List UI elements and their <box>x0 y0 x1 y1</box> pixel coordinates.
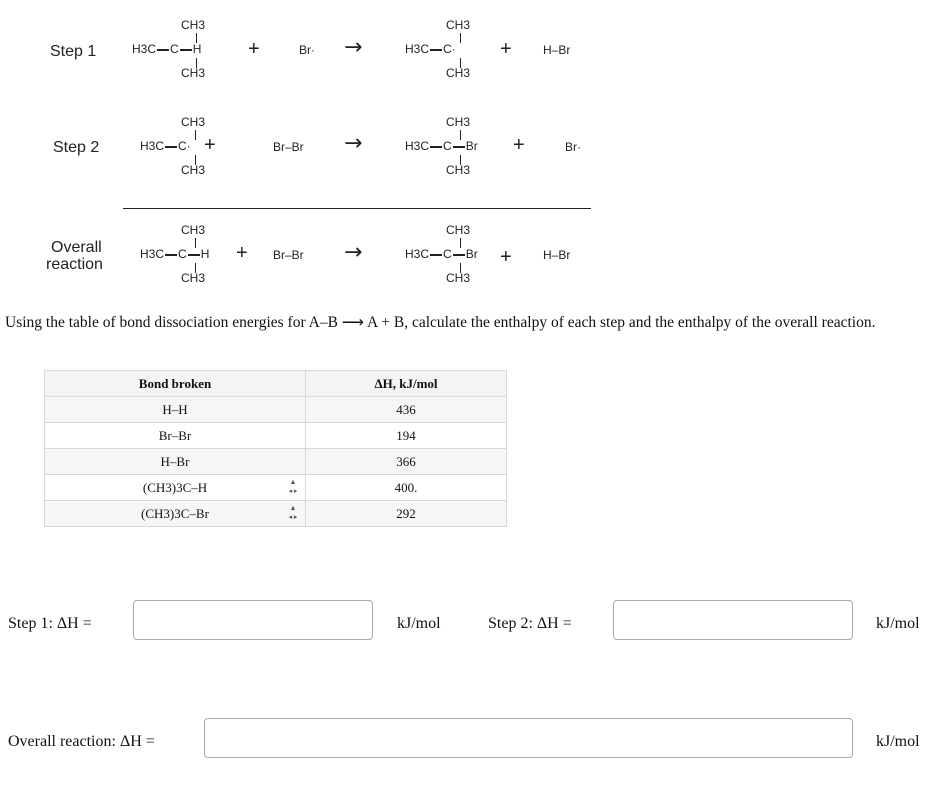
column-header-bond: Bond broken <box>45 371 306 397</box>
methyl-top: CH3 <box>446 115 471 129</box>
step1-dh-input[interactable] <box>133 600 373 640</box>
main-chain: H3C C Br <box>405 247 478 261</box>
step1-unit: kJ/mol <box>397 615 441 632</box>
step2-label: Step 2 <box>53 139 100 156</box>
dh-cell: 436 <box>306 397 507 423</box>
methyl-top: CH3 <box>181 223 206 237</box>
overall-dh-input[interactable] <box>204 718 853 758</box>
bond-energy-table <box>44 370 507 527</box>
table-row <box>45 423 507 449</box>
dh-cell: 400. <box>306 475 507 501</box>
step1-dh-label: Step 1: ΔH = <box>8 615 92 632</box>
plus-sign: + <box>204 134 216 156</box>
methyl-top: CH3 <box>446 18 471 32</box>
plus-sign: + <box>248 38 260 60</box>
column-header-dh: ΔH, kJ/mol <box>306 371 507 397</box>
bond-cell: (CH3)3C–Br <box>45 501 306 527</box>
table-row <box>45 397 507 423</box>
reaction-arrow: → <box>344 240 363 265</box>
main-chain: H3C C· <box>140 139 191 153</box>
hydrogen-bromide: H–Br <box>543 43 571 57</box>
methyl-bottom: CH3 <box>181 163 206 177</box>
bond-cell: H–H <box>45 397 306 423</box>
methyl-bottom: CH3 <box>446 163 471 177</box>
plus-sign: + <box>500 38 512 60</box>
plus-sign: + <box>236 242 248 264</box>
plus-sign: + <box>513 134 525 156</box>
main-chain: H3C C H <box>140 247 210 261</box>
sum-divider <box>123 208 591 209</box>
table-header-row <box>45 371 507 397</box>
plus-sign: + <box>500 246 512 268</box>
bond-cell: Br–Br <box>45 423 306 449</box>
overall-dh-label: Overall reaction: ΔH = <box>8 733 155 750</box>
main-chain: H3C C H <box>132 42 202 56</box>
hydrogen-bromide: H–Br <box>543 248 571 262</box>
step2-dh-label: Step 2: ΔH = <box>488 615 572 632</box>
accessibility-toggle-icon[interactable]: ▲ ◂ ▸ <box>288 478 298 495</box>
bromine-radical: Br· <box>565 140 581 154</box>
dh-cell: 194 <box>306 423 507 449</box>
reaction-arrow: → <box>344 131 363 156</box>
step2-unit: kJ/mol <box>876 615 920 632</box>
methyl-bottom: CH3 <box>181 271 206 285</box>
step1-label: Step 1 <box>50 43 97 60</box>
accessibility-toggle-icon[interactable]: ▲ ◂ ▸ <box>288 504 298 521</box>
table-row <box>45 475 507 501</box>
methyl-top: CH3 <box>446 223 471 237</box>
table-row <box>45 449 507 475</box>
table-row <box>45 501 507 527</box>
overall-unit: kJ/mol <box>876 733 920 750</box>
main-chain: H3C C· <box>405 42 456 56</box>
step2-dh-input[interactable] <box>613 600 853 640</box>
overall-label-line1: Overall <box>51 239 102 256</box>
reaction-arrow: → <box>344 35 363 60</box>
bromine-radical: Br· <box>299 43 315 57</box>
methyl-bottom: CH3 <box>181 66 206 80</box>
bromine-molecule: Br–Br <box>273 248 304 262</box>
bromine-molecule: Br–Br <box>273 140 304 154</box>
dh-cell: 292 <box>306 501 507 527</box>
dh-cell: 366 <box>306 449 507 475</box>
methyl-bottom: CH3 <box>446 271 471 285</box>
main-chain: H3C C Br <box>405 139 478 153</box>
methyl-bottom: CH3 <box>446 66 471 80</box>
question-text: Using the table of bond dissociation energies for A–B ⟶ A + B, calculate the enthalpy of each step and the enthalpy of the overall reaction. <box>5 314 876 331</box>
methyl-top: CH3 <box>181 18 206 32</box>
bond-cell: H–Br <box>45 449 306 475</box>
overall-label-line2: reaction <box>46 256 103 273</box>
bond-cell: (CH3)3C–H <box>45 475 306 501</box>
methyl-top: CH3 <box>181 115 206 129</box>
